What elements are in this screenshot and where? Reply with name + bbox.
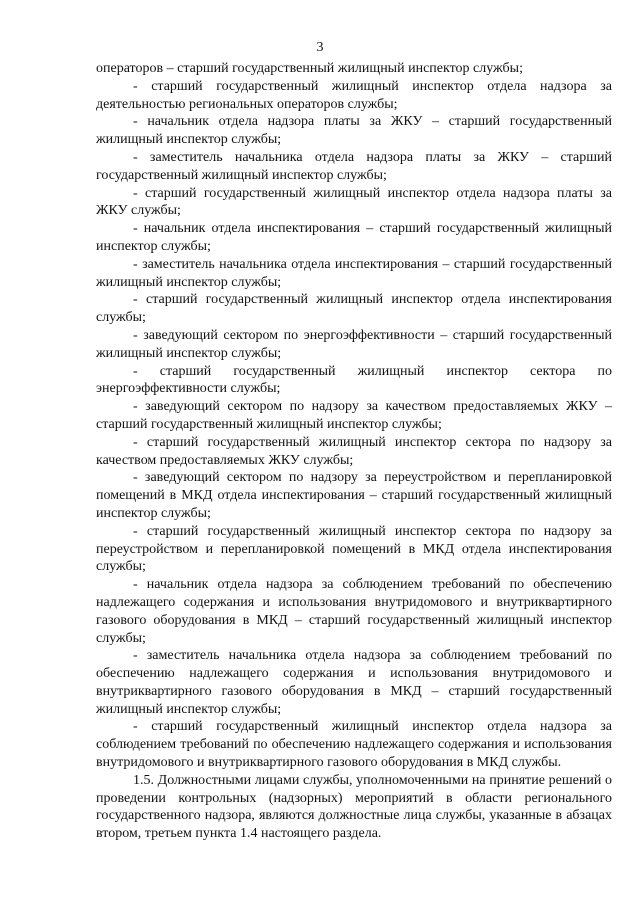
list-item: - старший государственный жилищный инспектор отдела надзора за соблюдением требований по обеспечению надлежащего содержания и использования внутридомового и внутриквартирного газового оборудования в МКД службы. [96,719,612,771]
list-item: - старший государственный жилищный инспектор сектора по надзору за переустройством и перепланировкой помещений в МКД отдела инспектирования службы; [96,523,612,575]
list-item: - начальник отдела надзора за соблюдением требований по обеспечению надлежащего содержания и использования внутридомового и внутриквартирного газового оборудования в МКД – старший государственный жилищный инспектор службы; [96,577,612,646]
list-item: - старший государственный жилищный инспектор отдела надзора за деятельностью региональных операторов службы; [96,78,612,112]
section-paragraph-1-5: 1.5. Должностными лицами службы, уполномоченными на принятие решений о проведении контрольных (надзорных) мероприятий в области регионального государственного надзора, являются должностные лица службы, указанные в абзацах втором, третьем пункта 1.4 настоящего раздела. [96,772,612,842]
list-item: - заведующий сектором по надзору за качеством предоставляемых ЖКУ – старший государственный жилищный инспектор службы; [96,399,612,432]
list-item: - начальник отдела инспектирования – старший государственный жилищный инспектор службы; [96,221,612,254]
paragraph: операторов – старший государственный жилищный инспектор службы; [96,61,523,76]
list-item: - старший государственный жилищный инспектор сектора по надзору за качеством предоставляемых ЖКУ службы; [96,434,612,468]
list-item: - заведующий сектором по надзору за переустройством и перепланировкой помещений в МКД отдела инспектирования – старший государственный жилищный инспектор службы; [96,470,612,521]
list-item: - заместитель начальника отдела надзора за соблюдением требований по обеспечению надлежащего содержания и использования внутридомового и внутриквартирного газового оборудования в МКД – старший государственный жилищный инспектор службы; [96,648,612,717]
list-item: - заместитель начальника отдела надзора платы за ЖКУ – старший государственный жилищный инспектор службы; [96,149,612,183]
list-item: - старший государственный жилищный инспектор отдела инспектирования службы; [96,292,612,326]
page-number: 3 [316,40,324,55]
list-item: - старший государственный жилищный инспектор сектора по энергоэффективности службы; [96,363,612,397]
document-body [96,60,612,843]
list-item: - заместитель начальника отдела инспектирования – старший государственный жилищный инспектор службы; [96,256,612,290]
list-item: - заведующий сектором по энергоэффективности – старший государственный жилищный инспектор службы; [96,327,612,361]
list-item: - начальник отдела надзора платы за ЖКУ – старший государственный жилищный инспектор службы; [96,114,612,148]
list-item: - старший государственный жилищный инспектор отдела надзора платы за ЖКУ службы; [96,185,612,219]
